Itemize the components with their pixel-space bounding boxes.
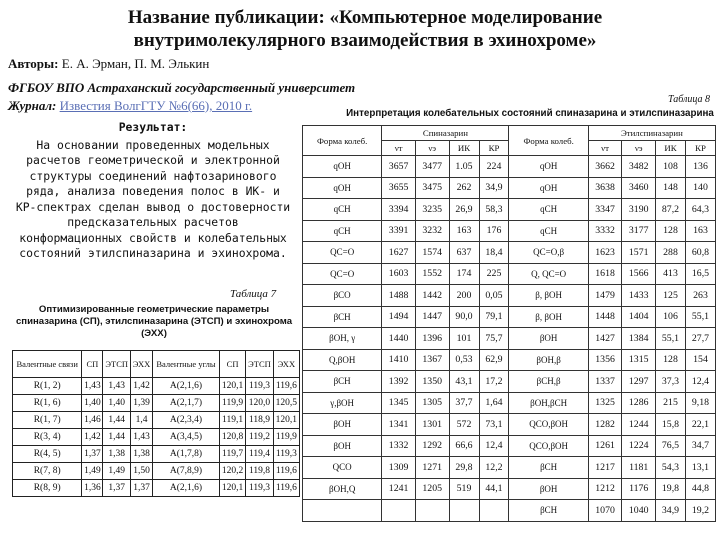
table8-form-cell: QC=O,β <box>509 242 588 264</box>
table8-form-cell: QCO <box>303 457 382 479</box>
table8-cell: 58,3 <box>479 199 509 221</box>
table7-cell: R(4, 5) <box>13 446 82 463</box>
table8-cell: 163 <box>449 220 479 242</box>
journal-line <box>8 98 252 114</box>
table8-cell: 34,7 <box>685 435 715 457</box>
table7-cell: 119,1 <box>219 412 245 429</box>
table8-row <box>303 306 716 328</box>
table8-cell: 37,3 <box>656 371 686 393</box>
table8-cell: 76,5 <box>656 435 686 457</box>
table8-cell: 37,7 <box>449 392 479 414</box>
table8-cell: 224 <box>479 156 509 178</box>
table8-cell: 1448 <box>588 306 622 328</box>
table8-cell: 1571 <box>622 242 656 264</box>
table7-cell: A(2,1,7) <box>153 395 220 412</box>
table7-cell: 1,40 <box>103 395 131 412</box>
table7-cell: R(7, 8) <box>13 463 82 480</box>
table8-form-cell: βOH <box>303 414 382 436</box>
table8-form-cell: qCH <box>303 220 382 242</box>
table8-cell: 1205 <box>415 478 449 500</box>
table8-cell: 1552 <box>415 263 449 285</box>
table8-cell: 1241 <box>382 478 416 500</box>
table8-cell: 1488 <box>382 285 416 307</box>
table8-cell: 19,2 <box>685 500 715 522</box>
table8-subheader-cell: КР <box>479 141 509 156</box>
table8-cell: 15,8 <box>656 414 686 436</box>
table7-row <box>13 480 300 497</box>
table7-cell: 1,40 <box>82 395 103 412</box>
table7-cell: 119,3 <box>246 480 274 497</box>
table7-cell: 119,6 <box>273 480 299 497</box>
table8-form-cell: βCH <box>509 457 588 479</box>
table7-cell: 120,8 <box>219 429 245 446</box>
table8-subheader-cell: νт <box>588 141 622 156</box>
table8-row <box>303 478 716 500</box>
table7-cell: 1,43 <box>131 429 153 446</box>
table8-cell: 1623 <box>588 242 622 264</box>
table8-cell: 519 <box>449 478 479 500</box>
table8-cell: 12,4 <box>479 435 509 457</box>
table8-cell: 1494 <box>382 306 416 328</box>
table7-cell: 1,37 <box>82 446 103 463</box>
table7-row <box>13 395 300 412</box>
table7-header-cell: Валентные связи <box>13 351 82 378</box>
table8-cell: 1427 <box>588 328 622 350</box>
table8-cell: 136 <box>685 156 715 178</box>
table8-cell: 54,3 <box>656 457 686 479</box>
table8-form-cell: qCH <box>303 199 382 221</box>
table7-cell: 1,49 <box>103 463 131 480</box>
table8-cell: 43,1 <box>449 371 479 393</box>
table7-cell: 1,37 <box>103 480 131 497</box>
table8-row <box>303 435 716 457</box>
table8-cell: 12,4 <box>685 371 715 393</box>
table8-cell: 125 <box>656 285 686 307</box>
table8-cell: 1392 <box>382 371 416 393</box>
table8-group1: Спиназарин <box>382 126 509 141</box>
table8-cell: 3655 <box>382 177 416 199</box>
table7-cell: R(8, 9) <box>13 480 82 497</box>
table8-cell: 0,53 <box>449 349 479 371</box>
table8-cell: 1282 <box>588 414 622 436</box>
table8-cell: 17,2 <box>479 371 509 393</box>
table8-row <box>303 285 716 307</box>
table8-cell: 1305 <box>415 392 449 414</box>
table8-form-cell: γ,βOH <box>303 392 382 414</box>
table7-cell: R(3, 4) <box>13 429 82 446</box>
table8-cell: 148 <box>656 177 686 199</box>
table8-form-cell: βOH <box>509 478 588 500</box>
table8-cell: 1297 <box>622 371 656 393</box>
table8-cell: 128 <box>656 220 686 242</box>
table7-cell: 1,38 <box>131 446 153 463</box>
table7-cell: 119,2 <box>246 429 274 446</box>
table7-cell: 1,37 <box>131 480 153 497</box>
table8-cell: 22,1 <box>685 414 715 436</box>
table8-cell: 1301 <box>415 414 449 436</box>
table8-cell: 1,64 <box>479 392 509 414</box>
table8-cell: 13,1 <box>685 457 715 479</box>
table8-cell: 79,1 <box>479 306 509 328</box>
table7-row <box>13 429 300 446</box>
table8-row <box>303 220 716 242</box>
table8-row <box>303 177 716 199</box>
table8-cell: 1315 <box>622 349 656 371</box>
table8-cell: 1261 <box>588 435 622 457</box>
table8-form-cell: Q, QC=O <box>509 263 588 285</box>
table8-cell <box>382 500 416 522</box>
table7-cell: 1,46 <box>82 412 103 429</box>
table7-cell: A(7,8,9) <box>153 463 220 480</box>
table7-cell: A(2,3,4) <box>153 412 220 429</box>
table8-cell: 174 <box>449 263 479 285</box>
table8-cell: 1574 <box>415 242 449 264</box>
table8-cell: 90,0 <box>449 306 479 328</box>
authors-value: Е. А. Эрман, П. М. Элькин <box>61 56 210 71</box>
table8-row <box>303 500 716 522</box>
table7-cell: 119,9 <box>219 395 245 412</box>
table8-cell: 3662 <box>588 156 622 178</box>
table8-cell: 1271 <box>415 457 449 479</box>
table7-cell: 1,39 <box>131 395 153 412</box>
table8-cell: 1212 <box>588 478 622 500</box>
table8-cell: 263 <box>685 285 715 307</box>
table8-cell: 1217 <box>588 457 622 479</box>
table7-header-cell: СП <box>219 351 245 378</box>
table7-header-cell: ЭХХ <box>273 351 299 378</box>
table8-cell: 44,1 <box>479 478 509 500</box>
table8-cell: 1447 <box>415 306 449 328</box>
table8-form-cell: qOH <box>509 177 588 199</box>
table8-cell: 1292 <box>415 435 449 457</box>
table7-cell: 119,4 <box>246 446 274 463</box>
table8-form-cell: QC=O <box>303 242 382 264</box>
table7-header-cell: СП <box>82 351 103 378</box>
table7-header-cell: ЭХХ <box>131 351 153 378</box>
table8-cell: 1345 <box>382 392 416 414</box>
table7-cell: 120,2 <box>219 463 245 480</box>
table8-form-header-2: Форма колеб. <box>509 126 588 156</box>
table7-cell: 119,6 <box>273 463 299 480</box>
table8-cell: 1181 <box>622 457 656 479</box>
table8-cell: 1627 <box>382 242 416 264</box>
table7-cell: 118,9 <box>246 412 274 429</box>
table8-row <box>303 199 716 221</box>
table8-form-cell: QC=O <box>303 263 382 285</box>
table8-subheader-cell: νэ <box>415 141 449 156</box>
table8-cell: 106 <box>656 306 686 328</box>
table8-cell: 75,7 <box>479 328 509 350</box>
result-title: Результат: <box>118 120 188 134</box>
table7-cell: 120,1 <box>219 480 245 497</box>
table7-row <box>13 463 300 480</box>
table8-subheader-cell: ИК <box>449 141 479 156</box>
table7-cell: 119,3 <box>273 446 299 463</box>
table8-cell: 1618 <box>588 263 622 285</box>
table8-cell: 34,9 <box>656 500 686 522</box>
table8-cell: 1566 <box>622 263 656 285</box>
table8-form-cell: qOH <box>509 156 588 178</box>
table8-cell: 3657 <box>382 156 416 178</box>
table8-cell: 154 <box>685 349 715 371</box>
table8-caption: Интерпретация колебательных состояний спиназарина и этилспиназарина <box>346 108 714 119</box>
table8-cell: 262 <box>449 177 479 199</box>
table7-cell: 119,7 <box>219 446 245 463</box>
table8-cell: 64,3 <box>685 199 715 221</box>
table7-cell: 119,6 <box>273 378 299 395</box>
table7-row <box>13 412 300 429</box>
table8-cell: 3638 <box>588 177 622 199</box>
table8-row <box>303 392 716 414</box>
table8-cell: 1244 <box>622 414 656 436</box>
table8-cell: 1479 <box>588 285 622 307</box>
table8-cell: 3394 <box>382 199 416 221</box>
table8-row <box>303 414 716 436</box>
table8-row <box>303 156 716 178</box>
table8-label: Таблица 8 <box>668 94 710 105</box>
table8-form-cell: βCH <box>303 306 382 328</box>
table7-cell: R(1, 7) <box>13 412 82 429</box>
table8-group2: Этилспиназарин <box>588 126 715 141</box>
publication-title: Название публикации: «Компьютерное моделирование внутримолекулярного взаимодействия в эхинохроме» <box>127 7 603 51</box>
table8-cell: 18,4 <box>479 242 509 264</box>
table8-form-cell: βCO <box>303 285 382 307</box>
table8-cell: 19,8 <box>656 478 686 500</box>
table8-cell: 101 <box>449 328 479 350</box>
table8-form-cell: qCH <box>509 199 588 221</box>
table8-form-cell: qOH <box>303 177 382 199</box>
table7-cell: 119,9 <box>273 429 299 446</box>
table7-cell: 1,38 <box>103 446 131 463</box>
table8-cell: 60,8 <box>685 242 715 264</box>
table8-cell: 16,5 <box>685 263 715 285</box>
table7-cell: 1,50 <box>131 463 153 480</box>
table8-cell: 1384 <box>622 328 656 350</box>
table8-cell: 176 <box>479 220 509 242</box>
table8-cell: 108 <box>656 156 686 178</box>
table8-form-cell: qOH <box>303 156 382 178</box>
table8-form-cell: βCH,β <box>509 371 588 393</box>
table8-cell: 1337 <box>588 371 622 393</box>
table8-form-cell: Q,βOH <box>303 349 382 371</box>
table7-header-cell: Валентные углы <box>153 351 220 378</box>
table7-cell: 119,3 <box>246 378 274 395</box>
table8-cell <box>415 500 449 522</box>
table8-cell: 572 <box>449 414 479 436</box>
table8-cell: 3232 <box>415 220 449 242</box>
table7-cell: 1,43 <box>103 378 131 395</box>
table8-cell: 27,7 <box>685 328 715 350</box>
table8-subheader-cell: νэ <box>622 141 656 156</box>
table8-form-cell: β, βOH <box>509 285 588 307</box>
table7-cell: 120,0 <box>246 395 274 412</box>
table8-form-cell: βOH, γ <box>303 328 382 350</box>
table7-cell: 1,44 <box>103 429 131 446</box>
table8-cell <box>479 500 509 522</box>
table8-form-cell: βCH <box>303 371 382 393</box>
table8-cell: 140 <box>685 177 715 199</box>
table7-caption: Оптимизированные геометрические параметры спиназарина (СП), этилспиназарина (ЭТСП) и эхинохрома (ЭХХ) <box>15 304 293 339</box>
table8-cell: 1603 <box>382 263 416 285</box>
table8-cell: 288 <box>656 242 686 264</box>
table8-cell: 1350 <box>415 371 449 393</box>
organization: ФГБОУ ВПО Астраханский государственный университет <box>8 80 356 95</box>
table8-cell: 3235 <box>415 199 449 221</box>
table7-cell: 1,4 <box>131 412 153 429</box>
table8-cell: 1396 <box>415 328 449 350</box>
table8-form-cell: qCH <box>509 220 588 242</box>
table8-cell: 200 <box>449 285 479 307</box>
table8-cell: 1410 <box>382 349 416 371</box>
table8-cell: 3475 <box>415 177 449 199</box>
table8-cell: 215 <box>656 392 686 414</box>
table8-cell: 1224 <box>622 435 656 457</box>
table8-form-cell: βOH,β <box>509 349 588 371</box>
table8-form-cell <box>303 500 382 522</box>
table8-cell: 1442 <box>415 285 449 307</box>
table7-cell: 120,5 <box>273 395 299 412</box>
table8-cell: 3190 <box>622 199 656 221</box>
table8-form-cell: βOH <box>303 435 382 457</box>
table8-cell: 1176 <box>622 478 656 500</box>
authors-label: Авторы: <box>8 56 59 71</box>
journal-label: Журнал: <box>8 98 57 113</box>
table7-header-cell: ЭТСП <box>103 351 131 378</box>
table8-form-cell: βOH <box>509 328 588 350</box>
table8-form-header-1: Форма колеб. <box>303 126 382 156</box>
table8-cell: 3391 <box>382 220 416 242</box>
table8-row <box>303 349 716 371</box>
table8-cell: 1440 <box>382 328 416 350</box>
table8-row <box>303 263 716 285</box>
result-text: На основании проведенных модельных расчетов геометрической и электронной структуры соединений нафтозаринового ряда, анализа поведения полос в ИК- и КР-спектрах сделан вывод о достоверности предсказательных расчетов конформационных свойств и колебательных состояний этилспиназарина и эхинохрома. <box>15 137 291 260</box>
table8-subheader-cell: νт <box>382 141 416 156</box>
table8-cell: 3482 <box>622 156 656 178</box>
table8-form-cell: QCO,βOH <box>509 435 588 457</box>
table8-cell: 87,2 <box>656 199 686 221</box>
table8-cell: 3347 <box>588 199 622 221</box>
table7-cell: 1,49 <box>82 463 103 480</box>
table8-cell: 1332 <box>382 435 416 457</box>
table8-cell <box>449 500 479 522</box>
table8-cell: 225 <box>479 263 509 285</box>
table7-cell: R(1, 2) <box>13 378 82 395</box>
table7-label: Таблица 7 <box>230 288 277 300</box>
table8-cell: 62,9 <box>479 349 509 371</box>
table8-cell: 1356 <box>588 349 622 371</box>
table8-cell: 34,9 <box>479 177 509 199</box>
table7-cell: 120,1 <box>273 412 299 429</box>
result-block <box>14 120 292 262</box>
table8-form-cell: QCO,βOH <box>509 414 588 436</box>
table8-cell: 1325 <box>588 392 622 414</box>
table8-cell: 413 <box>656 263 686 285</box>
table7-cell: A(2,1,6) <box>153 480 220 497</box>
table8-cell: 1070 <box>588 500 622 522</box>
table8-row <box>303 371 716 393</box>
table7-cell: A(1,7,8) <box>153 446 220 463</box>
table7-cell: 1,44 <box>103 412 131 429</box>
table8-cell: 163 <box>685 220 715 242</box>
table8-cell: 1433 <box>622 285 656 307</box>
table8-cell: 1286 <box>622 392 656 414</box>
table8-form-cell: βCH <box>509 500 588 522</box>
table8-form-cell: β, βOH <box>509 306 588 328</box>
table7-cell: 1,36 <box>82 480 103 497</box>
table8-cell: 3332 <box>588 220 622 242</box>
authors-line <box>8 56 209 72</box>
table8-cell: 66,6 <box>449 435 479 457</box>
table8-cell: 3177 <box>622 220 656 242</box>
table8-cell: 73,1 <box>479 414 509 436</box>
table8-cell: 55,1 <box>656 328 686 350</box>
table7-row <box>13 446 300 463</box>
table8-row <box>303 328 716 350</box>
table8-cell: 12,2 <box>479 457 509 479</box>
table8-cell: 637 <box>449 242 479 264</box>
table8-cell: 128 <box>656 349 686 371</box>
table8-cell: 1341 <box>382 414 416 436</box>
table8-cell: 55,1 <box>685 306 715 328</box>
table8-cell: 9,18 <box>685 392 715 414</box>
table8-cell: 44,8 <box>685 478 715 500</box>
table8-cell: 1040 <box>622 500 656 522</box>
table7-row <box>13 378 300 395</box>
table7-cell: A(2,1,6) <box>153 378 220 395</box>
table7-cell: 120,1 <box>219 378 245 395</box>
table8-row <box>303 242 716 264</box>
table7-cell: 1,42 <box>82 429 103 446</box>
journal-link[interactable]: Известия ВолгГТУ №6(66), 2010 г. <box>59 98 253 113</box>
table7-cell: R(1, 6) <box>13 395 82 412</box>
table7-header-cell: ЭТСП <box>246 351 274 378</box>
table8-cell: 0,05 <box>479 285 509 307</box>
table8-subheader-cell: КР <box>685 141 715 156</box>
table7-cell: A(3,4,5) <box>153 429 220 446</box>
table8-cell: 1.05 <box>449 156 479 178</box>
table8-cell: 3477 <box>415 156 449 178</box>
table8-cell: 26,9 <box>449 199 479 221</box>
table8-cell: 3460 <box>622 177 656 199</box>
table7-cell: 1,43 <box>82 378 103 395</box>
table8 <box>302 125 716 522</box>
table7 <box>12 350 300 497</box>
table8-form-cell: βOH,Q <box>303 478 382 500</box>
table8-row <box>303 457 716 479</box>
table7-cell: 1,42 <box>131 378 153 395</box>
table7-cell: 119,8 <box>246 463 274 480</box>
table8-cell: 1309 <box>382 457 416 479</box>
table8-form-cell: βOH,βCH <box>509 392 588 414</box>
table8-cell: 1404 <box>622 306 656 328</box>
table8-cell: 29,8 <box>449 457 479 479</box>
table8-subheader-cell: ИК <box>656 141 686 156</box>
table8-cell: 1367 <box>415 349 449 371</box>
